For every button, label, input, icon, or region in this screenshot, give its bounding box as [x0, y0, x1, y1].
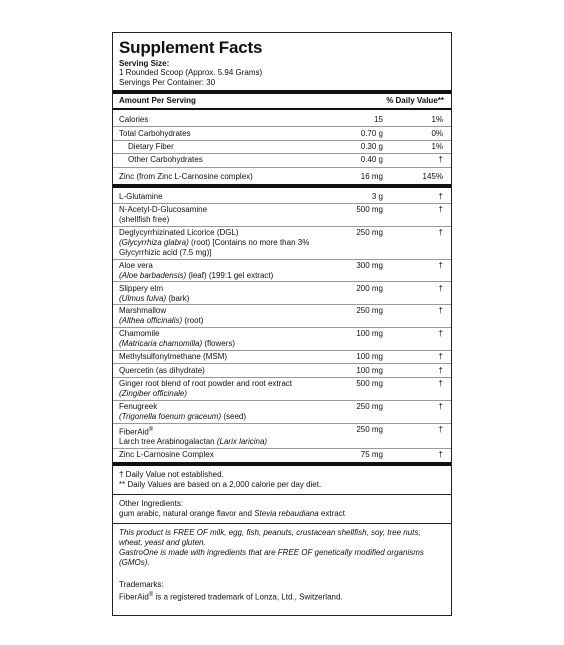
nutrient-row-zinc: Zinc (from Zinc L-Carnosine complex) 16 mg 145% — [119, 171, 443, 181]
ingredient-row-slippery-elm: Slippery elm (Ulmus fulva) (bark) 200 mg † — [119, 283, 443, 303]
column-header — [119, 94, 445, 108]
supplement-facts-panel — [112, 32, 452, 616]
ingredient-row-ginger: Ginger root blend of root powder and root extract (Zingiber officinale) 500 mg † — [119, 378, 443, 398]
gmo-statement: GastroOne is made with ingredients that are FREE OF genetically modified organisms (GMOs). — [119, 548, 424, 568]
other-ingredients-text: gum arabic, natural orange flavor and Stevia rebaudiana extract — [119, 509, 345, 519]
ingredient-row-dgl: Deglycyrrhizinated Licorice (DGL) (Glycyrrhiza glabra) (root) [Contains no more than 3% Glycyrrhizic acid (7.5 mg)] 250 mg † — [119, 228, 443, 257]
daily-value-header: % Daily Value** — [386, 96, 444, 105]
ingredient-row-nag: N-Acetyl-D-Glucosamine (shellfish free) 500 mg † — [119, 205, 443, 225]
trademarks-label: Trademarks: — [119, 580, 164, 590]
ingredient-row-zinc-l-carnosine: Zinc L-Carnosine Complex 75 mg † — [119, 450, 443, 460]
ingredient-row-marshmallow: Marshmallow (Althea officinalis) (root) 250 mg † — [119, 306, 443, 326]
footnote-dagger: † Daily Value not established. — [119, 470, 224, 480]
nutrient-row-total-carbohydrates: Total Carbohydrates 0.70 g 0% — [119, 128, 443, 138]
ingredient-row-msm: Methylsulfonylmethane (MSM) 100 mg † — [119, 352, 443, 362]
ingredient-row-chamomile: Chamomile (Matricaria chamomilla) (flowers) 100 mg † — [119, 329, 443, 349]
servings-per-container: Servings Per Container: 30 — [119, 78, 216, 87]
trademarks-text: FiberAid® is a registered trademark of Lonza, Ltd., Switzerland. — [119, 592, 343, 603]
ingredient-row-quercetin: Quercetin (as dihydrate) 100 mg † — [119, 365, 443, 375]
allergen-statement: This product is FREE OF milk, egg, fish, peanuts, crustacean shellfish, soy, tree nuts, wheat, yeast and gluten. — [119, 528, 421, 548]
ingredient-row-fiberaid: FiberAid® Larch tree Arabinogalactan (Larix laricina) 250 mg † — [119, 424, 443, 447]
amount-per-serving-header: Amount Per Serving — [119, 96, 196, 105]
footnote-daily-values: ** Daily Values are based on a 2,000 calorie per day diet. — [119, 480, 322, 490]
other-ingredients-label: Other Ingredients: — [119, 499, 184, 509]
nutrient-row-calories: Calories 15 1% — [119, 115, 443, 125]
serving-size-value: 1 Rounded Scoop (Approx. 5.94 Grams) — [119, 68, 263, 77]
nutrient-row-other-carbohydrates: Other Carbohydrates 0.40 g † — [128, 155, 443, 165]
ingredient-row-aloe-vera: Aloe vera (Aloe barbadensis) (leaf) (199:1 gel extract) 300 mg † — [119, 260, 443, 280]
ingredient-row-l-glutamine: L-Glutamine 3 g † — [119, 192, 443, 202]
ingredient-row-fenugreek: Fenugreek (Trigonella foenum graceum) (seed) 250 mg † — [119, 401, 443, 421]
panel-title: Supplement Facts — [119, 38, 263, 57]
nutrient-row-dietary-fiber: Dietary Fiber 0.30 g 1% — [128, 141, 443, 151]
serving-size-label: Serving Size: — [119, 59, 170, 68]
